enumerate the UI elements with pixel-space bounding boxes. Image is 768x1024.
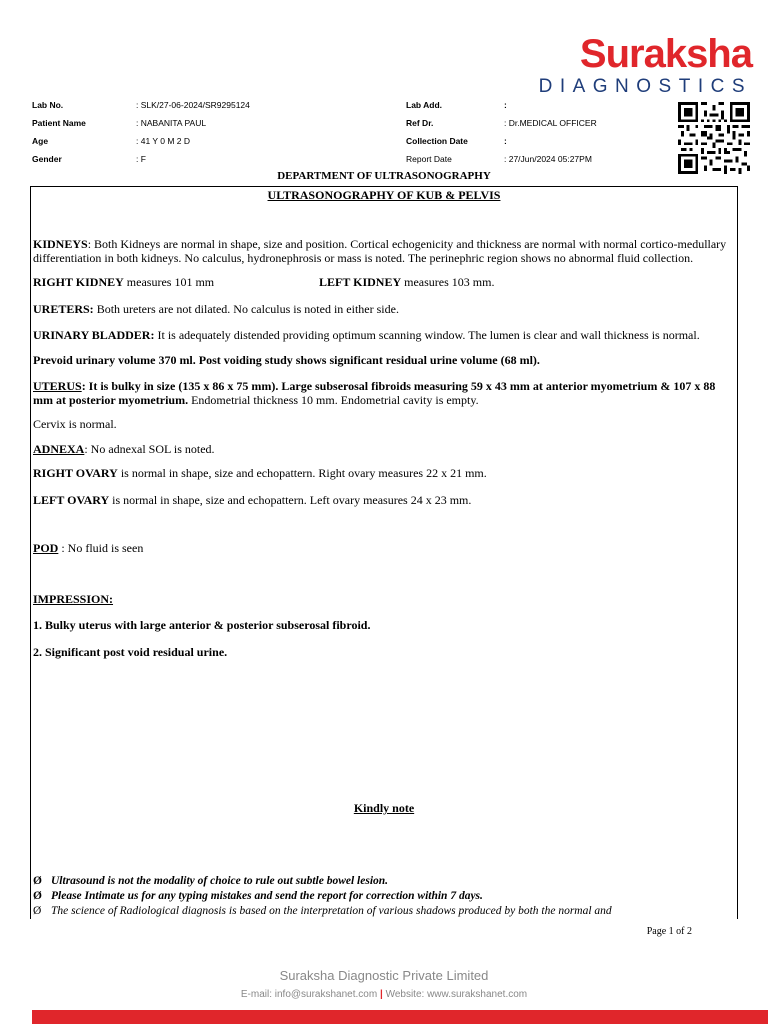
bladder-paragraph [33, 329, 735, 343]
ref-dr-label: Ref Dr. [406, 118, 434, 128]
note-text: Please Intimate us for any typing mistakes and send the report for correction within 7 days. [51, 890, 483, 902]
left-kidney-measure [319, 276, 494, 290]
right-kidney-text: measures 101 mm [123, 275, 215, 289]
right-ovary-label: RIGHT OVARY [33, 466, 118, 480]
lab-no-value: : SLK/27-06-2024/SR9295124 [136, 100, 250, 110]
uterus-paragraph [33, 380, 735, 407]
ref-dr-value: : Dr.MEDICAL OFFICER [504, 118, 597, 128]
lab-no-label: Lab No. [32, 100, 64, 110]
pod-paragraph [33, 542, 735, 556]
kidneys-paragraph [33, 238, 735, 265]
footer-email: E-mail: info@surakshanet.com [240, 989, 378, 1000]
notes-list [33, 874, 735, 919]
info-row [32, 132, 668, 150]
collection-date-label: Collection Date [406, 136, 468, 146]
pod-text: : No fluid is seen [58, 541, 144, 555]
report-body [33, 238, 735, 659]
note-item [33, 904, 735, 919]
uterus-label: UTERUS [33, 379, 82, 393]
left-kidney-text: measures 103 mm. [401, 275, 495, 289]
impression-heading: IMPRESSION: [33, 591, 114, 606]
ureters-paragraph [33, 303, 735, 317]
left-ovary-label: LEFT OVARY [33, 492, 110, 507]
collection-date-value: : [504, 136, 507, 146]
age-value: : 41 Y 0 M 2 D [136, 136, 191, 146]
bladder-label: URINARY BLADDER: [33, 328, 155, 342]
right-kidney-measure [33, 276, 319, 290]
cervix-paragraph: Cervix is normal. [33, 417, 117, 431]
left-ovary-paragraph [33, 494, 735, 508]
note-text: Ultrasound is not the modality of choice to rule out subtle bowel lesion. [51, 875, 389, 887]
info-row [32, 150, 668, 168]
impression-item: 2. Significant post void residual urine. [33, 644, 228, 659]
note-item [33, 874, 735, 889]
bullet-icon: Ø [33, 890, 42, 902]
ureters-label: URETERS: [33, 301, 94, 316]
ureters-text: Both ureters are not dilated. No calculus is noted in either side. [93, 301, 399, 316]
page-number: Page 1 of 2 [646, 926, 692, 937]
gender-label: Gender [32, 154, 62, 164]
footer-website: Website: www.surakshanet.com [385, 989, 528, 1000]
right-kidney-label: RIGHT KIDNEY [33, 275, 124, 289]
kidneys-text: : Both Kidneys are normal in shape, size and position. Cortical echogenicity and thickness are normal with normal cortico-medullary differentiation in both kidneys. No calculus, hydronephrosis or mass is noted. The perinephric region shows no abnormal fluid collection. [33, 237, 727, 265]
right-ovary-paragraph [33, 467, 735, 481]
note-item [33, 889, 735, 904]
patient-info-table [32, 96, 668, 168]
department-heading: DEPARTMENT OF ULTRASONOGRAPHY [277, 170, 491, 182]
uterus-text: Endometrial thickness 10 mm. Endometrial cavity is empty. [188, 392, 479, 407]
info-row [32, 96, 668, 114]
kindly-note-heading: Kindly note [353, 801, 415, 815]
logo-subtitle: DIAGNOSTICS [538, 76, 752, 97]
logo-name: Suraksha [579, 32, 752, 76]
lab-add-label: Lab Add. [406, 100, 443, 110]
volume-paragraph: Prevoid urinary volume 370 ml. Post voiding study shows significant residual urine volume (68 ml). [33, 352, 540, 367]
footer-separator: | [379, 989, 383, 1000]
patient-name-value: : NABANITA PAUL [136, 118, 207, 128]
report-date-value: : 27/Jun/2024 05:27PM [504, 154, 592, 164]
footer-contact [0, 989, 768, 1000]
bladder-text: It is adequately distended providing optimum scanning window. The lumen is clear and wall thickness is normal. [154, 328, 700, 342]
patient-name-label: Patient Name [32, 118, 86, 128]
adnexa-label: ADNEXA [33, 441, 85, 456]
info-row [32, 114, 668, 132]
report-date-label: Report Date [406, 154, 452, 164]
left-ovary-text: is normal in shape, size and echopattern. Left ovary measures 24 x 23 mm. [109, 492, 472, 507]
report-title: ULTRASONOGRAPHY OF KUB & PELVIS [267, 188, 501, 202]
impression-item: 1. Bulky uterus with large anterior & posterior subserosal fibroid. [33, 618, 371, 632]
note-text: The science of Radiological diagnosis is based on the interpretation of various shadows produced by both the normal and [51, 905, 612, 917]
qr-code-icon [676, 102, 752, 174]
kidney-measurements [33, 276, 735, 290]
bullet-icon: Ø [33, 875, 42, 887]
right-ovary-text: is normal in shape, size and echopattern. Right ovary measures 22 x 21 mm. [117, 466, 487, 480]
bullet-icon: Ø [33, 905, 42, 917]
kidneys-label: KIDNEYS [33, 237, 88, 251]
gender-value: : F [136, 154, 146, 164]
adnexa-paragraph [33, 443, 735, 457]
uterus-findings: : It is bulky in size (135 x 86 x 75 mm). Large subserosal fibroids measuring 59 x 43 mm at anterior myometrium & 107 x 88 mm at posterior myometrium. [33, 379, 716, 407]
footer-red-bar [32, 1010, 768, 1024]
lab-add-value: : [504, 100, 507, 110]
pod-label: POD [33, 541, 59, 555]
suraksha-logo [539, 34, 752, 98]
footer-company-name: Suraksha Diagnostic Private Limited [279, 968, 489, 983]
adnexa-text: : No adnexal SOL is noted. [84, 441, 215, 456]
age-label: Age [32, 136, 49, 146]
left-kidney-label: LEFT KIDNEY [319, 275, 402, 289]
